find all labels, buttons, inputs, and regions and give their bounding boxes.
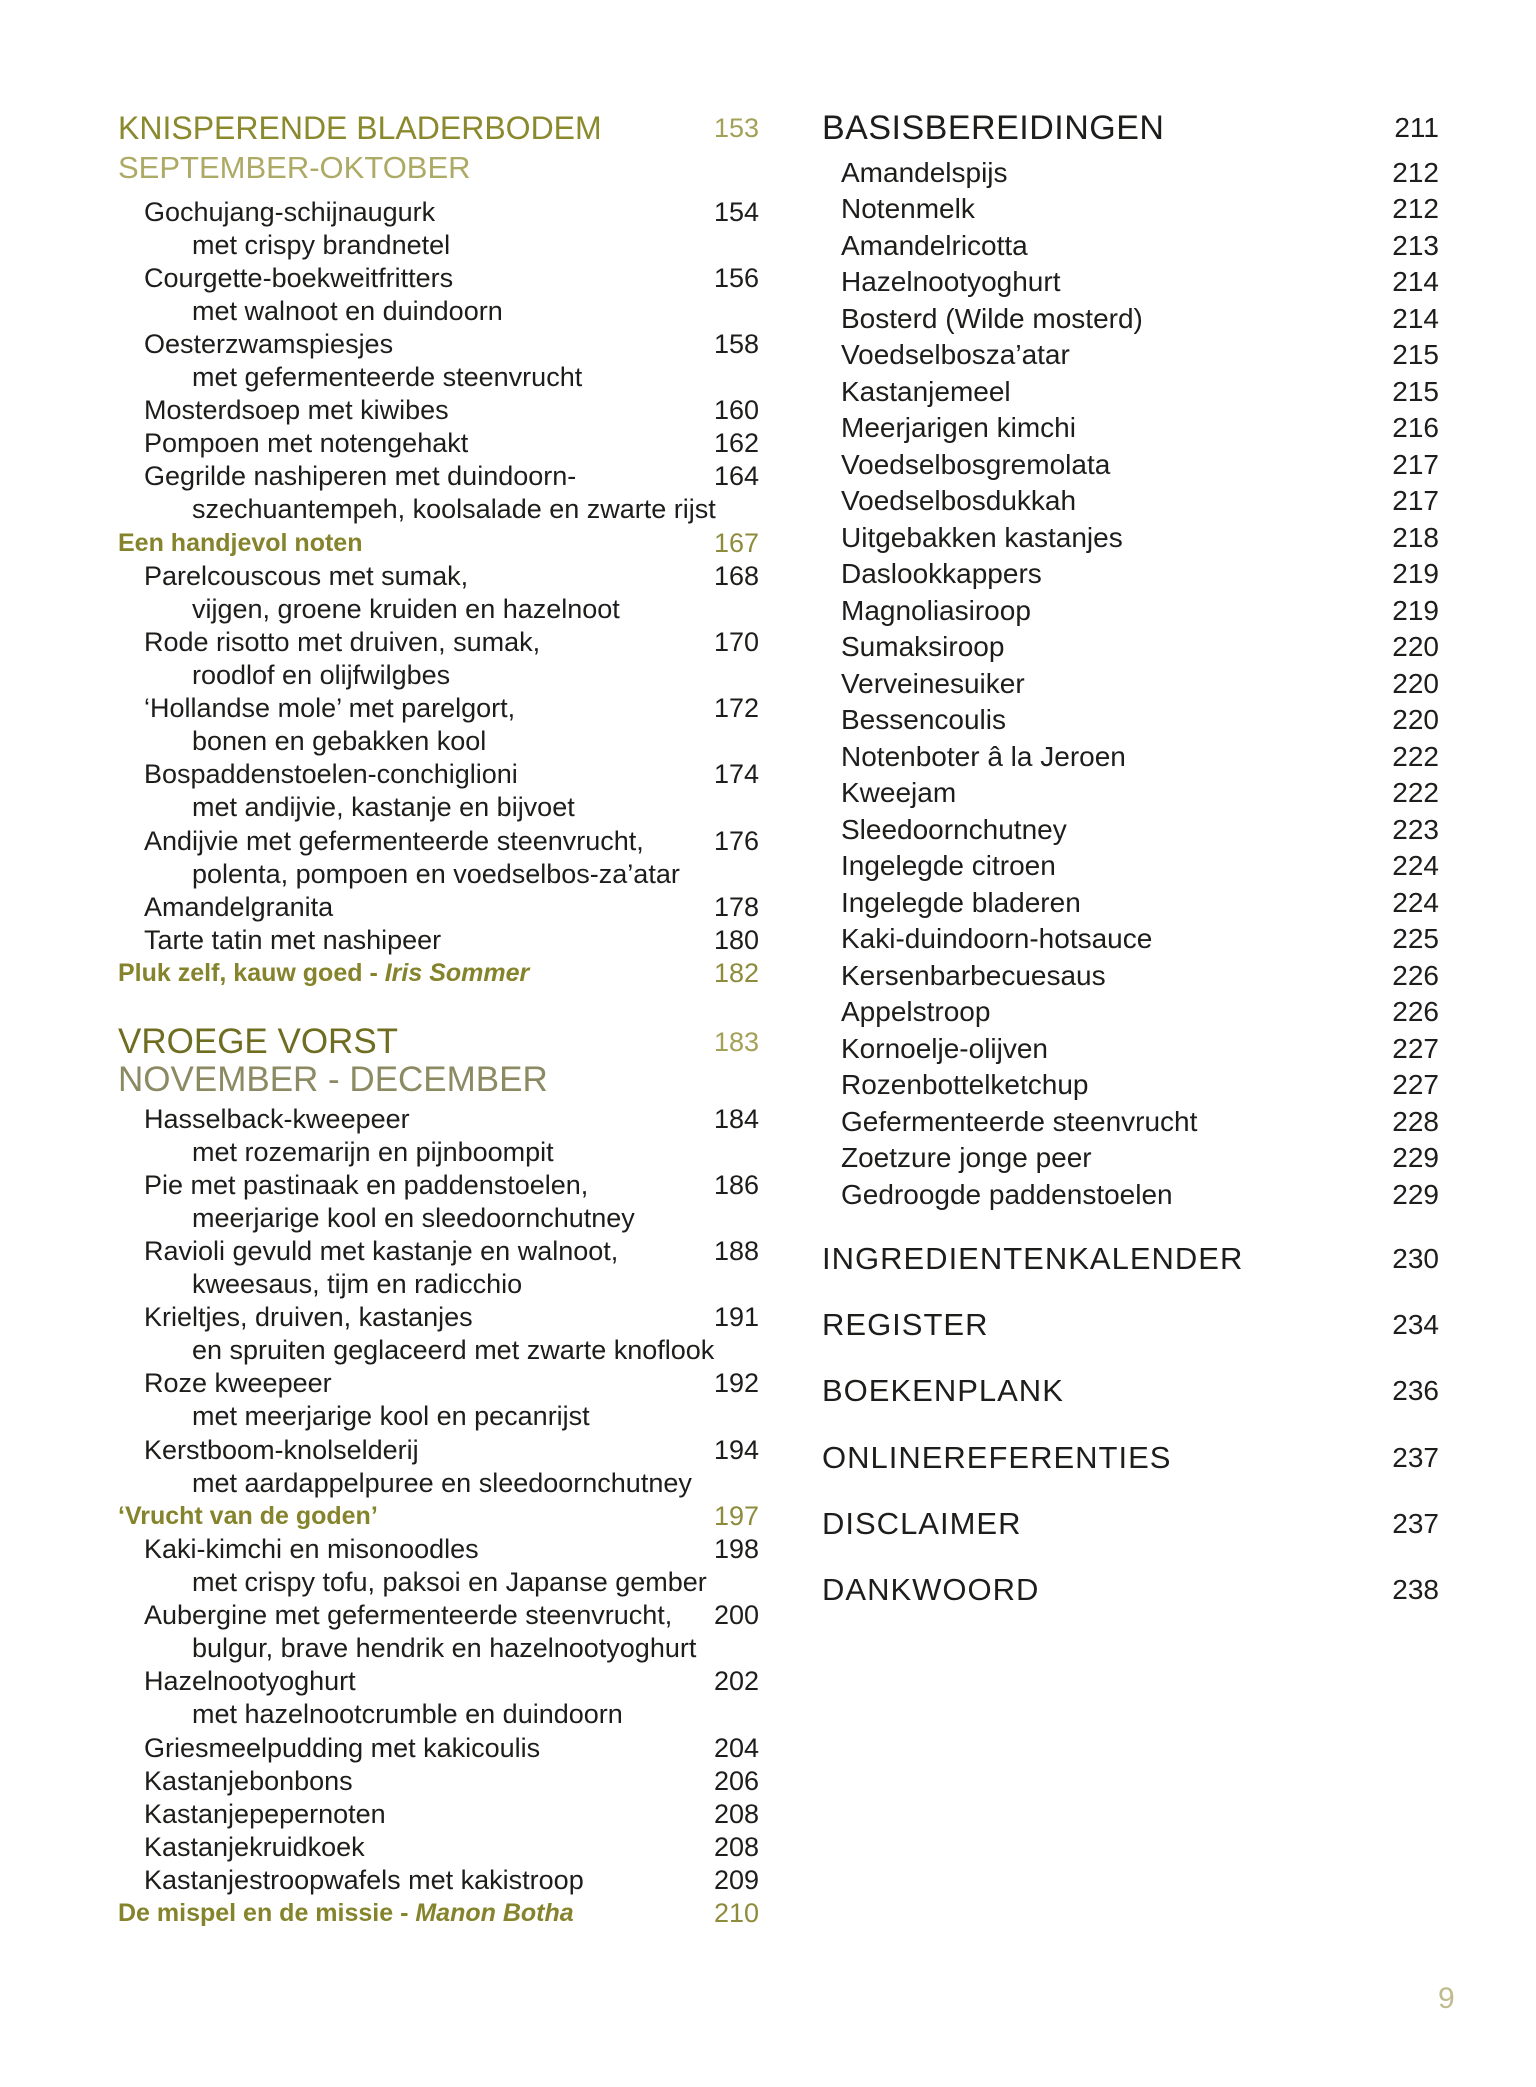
entry-row bbox=[118, 1301, 759, 1334]
entry-title: Amandelgranita bbox=[144, 891, 334, 922]
toc-chapters bbox=[822, 1226, 1439, 1623]
section-entries bbox=[118, 196, 759, 991]
toc-entry bbox=[822, 958, 1439, 995]
toc-entry bbox=[118, 1798, 759, 1831]
entry-row bbox=[118, 262, 759, 295]
entry-page: 158 bbox=[713, 328, 759, 359]
entry-title: Aubergine met gefermenteerde steenvrucht, bbox=[144, 1600, 673, 1631]
entry-page: 212 bbox=[1392, 156, 1439, 188]
entry-title: ‘Hollandse mole’ met parelgort, bbox=[144, 693, 516, 724]
toc-entry bbox=[118, 394, 759, 427]
entry-row bbox=[118, 394, 759, 427]
entry-page: 224 bbox=[1392, 886, 1439, 918]
toc-entry bbox=[822, 447, 1439, 484]
entry-page: 170 bbox=[713, 626, 759, 657]
toc-entry bbox=[822, 885, 1439, 922]
entry-title: Hasselback-kweepeer bbox=[144, 1103, 410, 1134]
toc-section-vroege-vorst bbox=[118, 1022, 759, 1930]
entry-page: 154 bbox=[713, 196, 759, 227]
toc-entry bbox=[118, 328, 759, 394]
entry-page: 188 bbox=[713, 1235, 759, 1266]
entry-title: Hazelnootyoghurt bbox=[144, 1666, 356, 1697]
chapter-entry bbox=[822, 1292, 1439, 1358]
section-season: SEPTEMBER-OKTOBER bbox=[118, 150, 471, 185]
toc-entry bbox=[118, 1599, 759, 1665]
section-season: NOVEMBER - DECEMBER bbox=[118, 1060, 548, 1099]
toc-entry bbox=[118, 758, 759, 824]
entry-subtitle: vijgen, groene kruiden en hazelnoot bbox=[192, 593, 620, 624]
section-page: 153 bbox=[713, 113, 759, 143]
toc-entry bbox=[822, 666, 1439, 703]
feature-title-text: Pluk zelf, kauw goed - bbox=[118, 959, 378, 988]
entry-row bbox=[118, 1103, 759, 1136]
entry-page: 228 bbox=[1392, 1105, 1439, 1137]
feature-page: 210 bbox=[713, 1898, 759, 1929]
toc-entry bbox=[118, 692, 759, 758]
entry-row bbox=[118, 891, 759, 924]
entry-subtitle: met aardappelpuree en sleedoornchutney bbox=[192, 1467, 692, 1498]
chapter-title: DANKWOORD bbox=[822, 1571, 1040, 1607]
section-heading bbox=[118, 1022, 759, 1062]
toc-entry bbox=[118, 1235, 759, 1301]
entry-page: 218 bbox=[1392, 521, 1439, 553]
entry-title: Bospaddenstoelen-conchiglioni bbox=[144, 759, 518, 790]
toc-section-basisbereidingen bbox=[822, 108, 1439, 1213]
toc-entry bbox=[118, 1103, 759, 1169]
entry-row bbox=[118, 1169, 759, 1202]
chapter-entry bbox=[822, 1425, 1439, 1491]
entry-page: 206 bbox=[713, 1765, 759, 1796]
entry-page: 164 bbox=[713, 461, 759, 492]
entry-title: Gegrilde nashiperen met duindoorn- bbox=[144, 461, 577, 492]
entry-title: Kastanjekruidkoek bbox=[144, 1831, 365, 1862]
toc-entry bbox=[822, 994, 1439, 1031]
section-title: KNISPERENDE BLADERBODEM bbox=[118, 110, 602, 146]
entry-subtitle: met meerjarige kool en pecanrijst bbox=[192, 1401, 590, 1432]
toc-entry bbox=[822, 301, 1439, 338]
entry-title: Verveinesuiker bbox=[841, 667, 1025, 699]
entry-page: 162 bbox=[713, 428, 759, 459]
entry-title: Amandelricotta bbox=[841, 229, 1028, 261]
toc-entry bbox=[822, 812, 1439, 849]
feature-title: Een handjevol noten bbox=[118, 528, 363, 557]
toc-entry bbox=[118, 196, 759, 262]
entry-page: 215 bbox=[1392, 375, 1439, 407]
entry-title: Sumaksiroop bbox=[841, 631, 1005, 663]
toc-entry bbox=[822, 191, 1439, 228]
entry-title: Magnoliasiroop bbox=[841, 594, 1031, 626]
entry-page: 184 bbox=[713, 1103, 759, 1134]
chapter-page: 236 bbox=[1392, 1375, 1439, 1407]
entry-title: Amandelspijs bbox=[841, 156, 1008, 188]
entry-title: Rode risotto met druiven, sumak, bbox=[144, 626, 541, 657]
entry-title: Ravioli gevuld met kastanje en walnoot, bbox=[144, 1235, 619, 1266]
entry-page: 202 bbox=[713, 1666, 759, 1697]
entry-title: Voedselbosdukkah bbox=[841, 485, 1077, 517]
entry-page: 172 bbox=[713, 693, 759, 724]
entry-title: Griesmeelpudding met kakicoulis bbox=[144, 1732, 541, 1763]
entry-page: 156 bbox=[713, 262, 759, 293]
entry-page: 222 bbox=[1392, 740, 1439, 772]
entry-page: 198 bbox=[713, 1533, 759, 1564]
toc-entry bbox=[822, 337, 1439, 374]
entry-page: 223 bbox=[1392, 813, 1439, 845]
feature-page: 182 bbox=[713, 958, 759, 989]
toc-entry bbox=[118, 924, 759, 957]
feature-entry bbox=[118, 957, 759, 990]
feature-author: Iris Sommer bbox=[384, 959, 530, 988]
entry-title: Kastanjepepernoten bbox=[144, 1798, 386, 1829]
toc-entry bbox=[118, 626, 759, 692]
chapter-entry bbox=[822, 1358, 1439, 1424]
toc-entry bbox=[822, 739, 1439, 776]
entry-row bbox=[118, 1798, 759, 1831]
feature-title bbox=[118, 1897, 574, 1930]
entry-row bbox=[118, 427, 759, 460]
entry-page: 168 bbox=[713, 560, 759, 591]
toc-entry bbox=[822, 775, 1439, 812]
entry-title: Roze kweepeer bbox=[144, 1368, 332, 1399]
entry-title: Appelstroop bbox=[841, 996, 991, 1028]
toc-entry bbox=[822, 1067, 1439, 1104]
entry-page: 186 bbox=[713, 1169, 759, 1200]
toc-entry bbox=[118, 560, 759, 626]
entry-subtitle: met hazelnootcrumble en duindoorn bbox=[192, 1699, 623, 1730]
entry-subtitle: roodlof en olijfwilgbes bbox=[192, 660, 451, 691]
toc-entry bbox=[822, 702, 1439, 739]
entry-row bbox=[118, 1665, 759, 1698]
toc-entry bbox=[118, 1765, 759, 1798]
toc-entry bbox=[118, 1434, 759, 1500]
entry-row bbox=[118, 1533, 759, 1566]
entry-title: Mosterdsoep met kiwibes bbox=[144, 395, 449, 426]
chapter-title: INGREDIENTENKALENDER bbox=[822, 1241, 1244, 1276]
toc-entry bbox=[118, 262, 759, 328]
entry-title: Daslookkappers bbox=[841, 558, 1042, 590]
entry-row bbox=[118, 1765, 759, 1798]
entry-page: 191 bbox=[713, 1302, 759, 1333]
entry-subtitle: met andijvie, kastanje en bijvoet bbox=[192, 792, 575, 823]
entry-page: 212 bbox=[1392, 193, 1439, 225]
entry-page: 213 bbox=[1392, 229, 1439, 261]
entry-row bbox=[118, 1367, 759, 1400]
chapter-title: REGISTER bbox=[822, 1307, 989, 1343]
entry-page: 208 bbox=[713, 1831, 759, 1862]
toc-entry bbox=[118, 825, 759, 891]
entry-title: Kastanjebonbons bbox=[144, 1765, 353, 1796]
chapter-title: ONLINEREFERENTIES bbox=[822, 1439, 1172, 1475]
entry-title: Krieltjes, druiven, kastanjes bbox=[144, 1302, 473, 1333]
entry-subtitle: met rozemarijn en pijnboompit bbox=[192, 1136, 554, 1167]
chapter-entry bbox=[822, 1491, 1439, 1557]
entry-page: 180 bbox=[713, 924, 759, 955]
entry-page: 194 bbox=[713, 1434, 759, 1465]
toc-section-knisperende-bladerbodem bbox=[118, 108, 759, 990]
entry-title: Voedselbosgremolata bbox=[841, 448, 1111, 480]
toc-entry bbox=[822, 921, 1439, 958]
feature-author: Manon Botha bbox=[415, 1899, 574, 1928]
entry-row bbox=[118, 460, 759, 493]
entry-subtitle: kweesaus, tijm en radicchio bbox=[192, 1269, 523, 1300]
section-heading bbox=[118, 108, 759, 148]
toc-right-column bbox=[822, 0, 1439, 2087]
entry-title: Pie met pastinaak en paddenstoelen, bbox=[144, 1169, 589, 1200]
section-title: VROEGE VORST bbox=[118, 1022, 399, 1061]
entry-title: Gedroogde paddenstoelen bbox=[841, 1178, 1173, 1210]
entry-subtitle: bulgur, brave hendrik en hazelnootyoghurt bbox=[192, 1633, 697, 1664]
entry-page: 209 bbox=[713, 1865, 759, 1896]
entry-title: Bosterd (Wilde mosterd) bbox=[841, 302, 1143, 334]
entry-title: Kastanjemeel bbox=[841, 375, 1011, 407]
entry-title: Kastanjestroopwafels met kakistroop bbox=[144, 1865, 584, 1896]
entry-page: 176 bbox=[713, 825, 759, 856]
entry-page: 217 bbox=[1392, 448, 1439, 480]
section-page: 183 bbox=[713, 1027, 759, 1057]
toc-entry bbox=[822, 374, 1439, 411]
entry-subtitle: bonen en gebakken kool bbox=[192, 726, 487, 757]
entry-row bbox=[118, 626, 759, 659]
chapter-page: 234 bbox=[1392, 1309, 1439, 1341]
entry-subtitle: en spruiten geglaceerd met zwarte knoflook bbox=[192, 1335, 715, 1366]
entry-page: 217 bbox=[1392, 485, 1439, 517]
entry-page: 215 bbox=[1392, 339, 1439, 371]
toc-entry bbox=[118, 1533, 759, 1599]
entry-title: Bessencoulis bbox=[841, 704, 1006, 736]
entry-page: 200 bbox=[713, 1600, 759, 1631]
toc-entry bbox=[822, 556, 1439, 593]
entry-subtitle: met crispy tofu, paksoi en Japanse gember bbox=[192, 1567, 707, 1598]
entry-page: 204 bbox=[713, 1732, 759, 1763]
toc-left-column bbox=[118, 0, 759, 2087]
entry-row bbox=[118, 1434, 759, 1467]
entry-title: Gefermenteerde steenvrucht bbox=[841, 1105, 1198, 1137]
entry-title: Kweejam bbox=[841, 777, 957, 809]
section-heading bbox=[822, 108, 1439, 148]
toc-entry bbox=[118, 427, 759, 460]
toc-entry bbox=[822, 410, 1439, 447]
page-number: 9 bbox=[1438, 1982, 1455, 2015]
entry-subtitle: meerjarige kool en sleedoornchutney bbox=[192, 1202, 635, 1233]
entry-row bbox=[118, 692, 759, 725]
entry-page: 226 bbox=[1392, 959, 1439, 991]
entry-subtitle: polenta, pompoen en voedselbos-za’atar bbox=[192, 858, 680, 889]
entry-page: 220 bbox=[1392, 667, 1439, 699]
chapter-page: 230 bbox=[1392, 1243, 1439, 1274]
toc-entry bbox=[822, 264, 1439, 301]
section-entries bbox=[822, 155, 1439, 1214]
entry-page: 216 bbox=[1392, 412, 1439, 444]
entry-title: Courgette-boekweitfritters bbox=[144, 262, 454, 293]
entry-title: Kornoelje-olijven bbox=[841, 1032, 1049, 1064]
entry-row bbox=[118, 1831, 759, 1864]
entry-title: Hazelnootyoghurt bbox=[841, 266, 1061, 298]
entry-title: Zoetzure jonge peer bbox=[841, 1142, 1092, 1174]
entry-row bbox=[118, 560, 759, 593]
entry-subtitle: met gefermenteerde steenvrucht bbox=[192, 362, 583, 393]
entry-page: 224 bbox=[1392, 850, 1439, 882]
toc-entry bbox=[822, 155, 1439, 192]
entry-page: 220 bbox=[1392, 704, 1439, 736]
entry-title: Tarte tatin met nashipeer bbox=[144, 924, 442, 955]
entry-page: 227 bbox=[1392, 1032, 1439, 1064]
entry-row bbox=[118, 758, 759, 791]
entry-title: Ingelegde citroen bbox=[841, 850, 1056, 882]
entry-subtitle: met walnoot en duindoorn bbox=[192, 295, 503, 326]
entry-title: Kaki-duindoorn-hotsauce bbox=[841, 923, 1153, 955]
entry-page: 192 bbox=[713, 1368, 759, 1399]
toc-entry bbox=[822, 1177, 1439, 1214]
entry-page: 225 bbox=[1392, 923, 1439, 955]
entry-row bbox=[118, 1235, 759, 1268]
feature-entry bbox=[118, 527, 759, 560]
entry-title: Oesterzwamspiesjes bbox=[144, 328, 394, 359]
feature-entry bbox=[118, 1500, 759, 1533]
entry-row bbox=[118, 328, 759, 361]
feature-page: 197 bbox=[713, 1500, 759, 1531]
entry-title: Gochujang-schijnaugurk bbox=[144, 196, 436, 227]
toc-entry bbox=[822, 593, 1439, 630]
toc-entry bbox=[118, 1301, 759, 1367]
chapter-entry bbox=[822, 1557, 1439, 1623]
entry-page: 226 bbox=[1392, 996, 1439, 1028]
entry-page: 219 bbox=[1392, 558, 1439, 590]
entry-title: Notenmelk bbox=[841, 193, 975, 225]
entry-title: Kersenbarbecuesaus bbox=[841, 959, 1106, 991]
chapter-page: 237 bbox=[1392, 1441, 1439, 1473]
entry-page: 219 bbox=[1392, 594, 1439, 626]
entry-page: 208 bbox=[713, 1798, 759, 1829]
toc-entry bbox=[822, 483, 1439, 520]
toc-entry bbox=[118, 1367, 759, 1433]
section-page: 211 bbox=[1394, 112, 1439, 143]
section-entries bbox=[118, 1103, 759, 1931]
entry-title: Kerstboom-knolselderij bbox=[144, 1434, 419, 1465]
chapter-title: DISCLAIMER bbox=[822, 1505, 1022, 1541]
feature-title: ‘Vrucht van de goden’ bbox=[118, 1501, 378, 1530]
feature-title bbox=[118, 957, 529, 990]
entry-page: 214 bbox=[1392, 302, 1439, 334]
entry-row bbox=[118, 924, 759, 957]
toc-entry bbox=[118, 460, 759, 526]
entry-page: 229 bbox=[1392, 1178, 1439, 1210]
entry-title: Voedselbosza’atar bbox=[841, 339, 1070, 371]
entry-row bbox=[118, 1732, 759, 1765]
entry-title: Rozenbottelketchup bbox=[841, 1069, 1089, 1101]
entry-subtitle: met crispy brandnetel bbox=[192, 229, 451, 260]
toc-entry bbox=[118, 891, 759, 924]
entry-title: Sleedoornchutney bbox=[841, 813, 1067, 845]
feature-page: 167 bbox=[713, 527, 759, 558]
toc-entry bbox=[822, 1031, 1439, 1068]
toc-entry bbox=[822, 1104, 1439, 1141]
chapter-page: 237 bbox=[1392, 1507, 1439, 1539]
entry-title: Pompoen met notengehakt bbox=[144, 428, 469, 459]
toc-entry bbox=[822, 520, 1439, 557]
toc-entry bbox=[822, 629, 1439, 666]
chapter-entry bbox=[822, 1226, 1439, 1292]
chapter-title: BOEKENPLANK bbox=[822, 1373, 1064, 1409]
toc-entry bbox=[118, 1864, 759, 1897]
entry-page: 220 bbox=[1392, 631, 1439, 663]
entry-row bbox=[118, 1599, 759, 1632]
toc-entry bbox=[822, 848, 1439, 885]
entry-title: Uitgebakken kastanjes bbox=[841, 521, 1123, 553]
entry-page: 160 bbox=[713, 395, 759, 426]
toc-entry bbox=[118, 1169, 759, 1235]
section-title: BASISBEREIDINGEN bbox=[822, 109, 1165, 147]
toc-entry bbox=[118, 1831, 759, 1864]
toc-entry bbox=[118, 1732, 759, 1765]
entry-title: Andijvie met gefermenteerde steenvrucht, bbox=[144, 825, 644, 856]
entry-subtitle: szechuantempeh, koolsalade en zwarte rijst bbox=[192, 494, 716, 525]
entry-title: Meerjarigen kimchi bbox=[841, 412, 1076, 444]
toc-entry bbox=[822, 228, 1439, 265]
entry-page: 214 bbox=[1392, 266, 1439, 298]
entry-title: Notenboter â la Jeroen bbox=[841, 740, 1126, 772]
entry-title: Kaki-kimchi en misonoodles bbox=[144, 1533, 479, 1564]
entry-title: Ingelegde bladeren bbox=[841, 886, 1081, 918]
feature-title-text: De mispel en de missie - bbox=[118, 1899, 409, 1928]
toc-entry bbox=[822, 1140, 1439, 1177]
chapter-page: 238 bbox=[1392, 1573, 1439, 1605]
toc-entry bbox=[118, 1665, 759, 1731]
entry-page: 229 bbox=[1392, 1142, 1439, 1174]
feature-entry bbox=[118, 1897, 759, 1930]
entry-page: 174 bbox=[713, 759, 759, 790]
entry-page: 222 bbox=[1392, 777, 1439, 809]
entry-row bbox=[118, 825, 759, 858]
entry-page: 227 bbox=[1392, 1069, 1439, 1101]
entry-title: Parelcouscous met sumak, bbox=[144, 560, 469, 591]
entry-row bbox=[118, 196, 759, 229]
entry-row bbox=[118, 1864, 759, 1897]
entry-page: 178 bbox=[713, 891, 759, 922]
